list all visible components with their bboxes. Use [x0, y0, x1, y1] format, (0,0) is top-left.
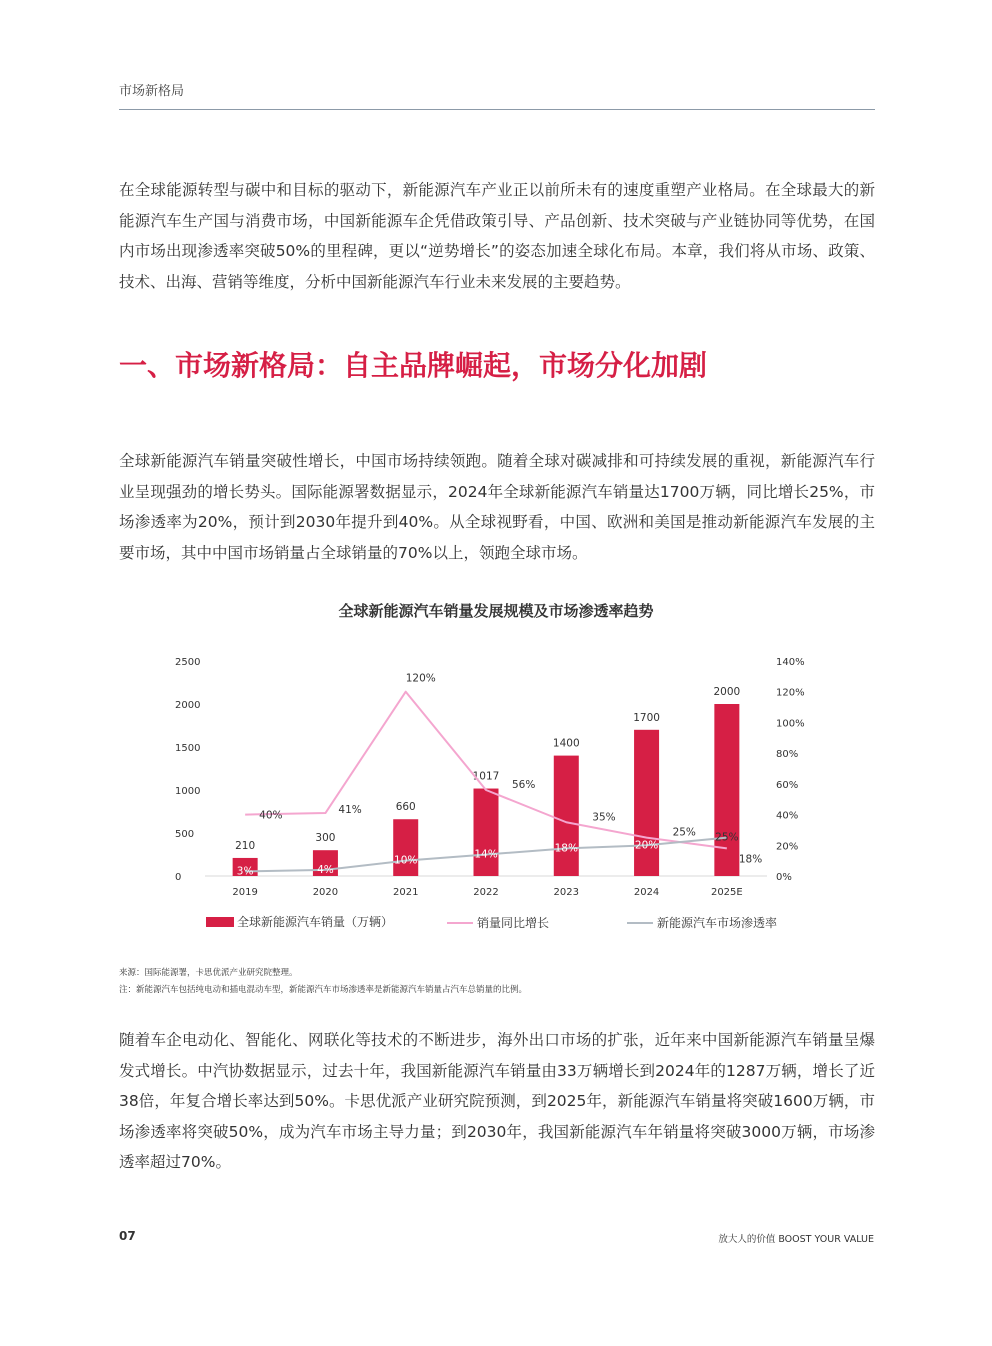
- chart-notes: [119, 965, 527, 999]
- penetration-label: 20%: [634, 839, 659, 852]
- legend-swatch-sales: [206, 917, 234, 927]
- penetration-label: 4%: [317, 863, 334, 876]
- x-axis-tick-label: 2020: [312, 887, 339, 898]
- growth-paragraph: 随着车企电动化、智能化、网联化等技术的不断进步，海外出口市场的扩张，近年来中国新能源汽车销量呈爆发式增长。中汽协数据显示，过去十年，我国新能源汽车销量由33万辆增长到2024年的1287万辆，增长了近38倍，年复合增长率达到50%。卡思优派产业研究院预测，到2025年，新能源汽车销量将突破1600万辆，市场渗透率将突破50%，成为汽车市场主导力量；到2030年，我国新能源汽车年销量将突破3000万辆，市场渗透率超过70%。: [119, 1031, 875, 1171]
- chart-title: 全球新能源汽车销量发展规模及市场渗透率趋势: [338, 602, 654, 620]
- growth-label: 18%: [738, 853, 763, 866]
- footer-slogan: 放大人的价值 BOOST YOUR VALUE: [718, 1234, 874, 1245]
- y-axis-tick-label: 2500: [175, 657, 201, 668]
- sales-bar-label: 1700: [633, 711, 660, 724]
- x-axis-tick-label: 2024: [633, 887, 660, 898]
- market-paragraph: 全球新能源汽车销量突破性增长，中国市场持续领跑。随着全球对碳减排和可持续发展的重视，新能源汽车行业呈现强劲的增长势头。国际能源署数据显示，2024年全球新能源汽车销量达1700万辆，同比增长25%，市场渗透率为20%，预计到2030年提升到40%。从全球视野看，中国、欧洲和美国是推动新能源汽车发展的主要市场，其中中国市场销量占全球销量的70%以上，领跑全球市场。: [119, 452, 875, 562]
- sales-bar-label: 210: [235, 839, 256, 852]
- penetration-label: 18%: [554, 842, 578, 855]
- intro-paragraph: 在全球能源转型与碳中和目标的驱动下，新能源汽车产业正以前所未有的速度重塑产业格局。在全球最大的新能源汽车生产国与消费市场，中国新能源车企凭借政策引导、产品创新、技术突破与产业链协同等优势，在国内市场出现渗透率突破50%的里程碑，更以“逆势增长”的姿态加速全球化布局。本章，我们将从市场、政策、技术、出海、营销等维度，分析中国新能源汽车行业未来发展的主要趋势。: [119, 181, 875, 291]
- legend-label-penetration: 新能源汽车市场渗透率: [657, 916, 778, 930]
- y-axis-tick-label: 500: [175, 829, 195, 840]
- y2-axis-tick-label: 140%: [776, 657, 805, 668]
- sales-penetration-chart: [0, 640, 992, 940]
- page-number: 07: [119, 1229, 136, 1243]
- section-title: 一、市场新格局：自主品牌崛起，市场分化加剧: [119, 349, 708, 382]
- sales-bar-label: 1400: [552, 737, 580, 750]
- growth-label: 120%: [405, 672, 436, 685]
- y2-axis-tick-label: 60%: [776, 779, 799, 791]
- sales-bar: [634, 730, 659, 876]
- growth-label: 35%: [592, 811, 616, 824]
- growth-label: 25%: [672, 826, 696, 839]
- penetration-label: 10%: [394, 854, 418, 867]
- x-axis-tick-label: 2025E: [710, 887, 743, 898]
- sales-bar-label: 300: [315, 832, 336, 845]
- y2-axis-tick-label: 40%: [776, 810, 799, 822]
- penetration-label: 3%: [236, 865, 254, 878]
- y2-axis-tick-label: 0%: [776, 872, 792, 883]
- y-axis-tick-label: 1000: [175, 786, 201, 797]
- y-axis-tick-label: 2000: [175, 700, 201, 711]
- sales-bar-label: 1017: [472, 770, 500, 783]
- sales-bar-label: 2000: [713, 686, 741, 698]
- sales-bar: [474, 789, 499, 876]
- y2-axis-tick-label: 120%: [776, 687, 805, 699]
- chart-source-note: 来源：国际能源署，卡思优派产业研究院整理。: [119, 968, 298, 978]
- y2-axis-tick-label: 100%: [776, 718, 805, 730]
- y2-axis-tick-label: 20%: [776, 841, 799, 853]
- x-axis-tick-label: 2022: [473, 887, 499, 898]
- x-axis-tick-label: 2019: [232, 887, 258, 898]
- y-axis-tick-label: 0: [175, 872, 182, 883]
- sales-bar-label: 660: [395, 801, 416, 814]
- growth-label: 40%: [259, 809, 283, 822]
- chart-definition-note: 注：新能源汽车包括纯电动和插电混动车型，新能源汽车市场渗透率是新能源汽车销量占汽车总销量的比例。: [119, 985, 528, 995]
- penetration-label: 25%: [715, 831, 739, 844]
- x-axis-tick-label: 2023: [553, 887, 580, 898]
- legend-label-sales: 全球新能源汽车销量（万辆）: [237, 915, 394, 929]
- y-axis-tick-label: 1500: [175, 743, 201, 754]
- growth-label: 41%: [338, 804, 362, 817]
- header-section-label: 市场新格局: [119, 84, 185, 99]
- x-axis-tick-label: 2021: [392, 887, 419, 898]
- growth-label: 56%: [512, 779, 536, 791]
- sales-bar: [714, 704, 739, 876]
- penetration-label: 14%: [474, 848, 498, 861]
- header-divider: [119, 109, 875, 110]
- sales-bar: [393, 819, 418, 876]
- sales-bar: [554, 756, 579, 876]
- legend-label-growth: 销量同比增长: [477, 916, 550, 930]
- y2-axis-tick-label: 80%: [776, 749, 799, 761]
